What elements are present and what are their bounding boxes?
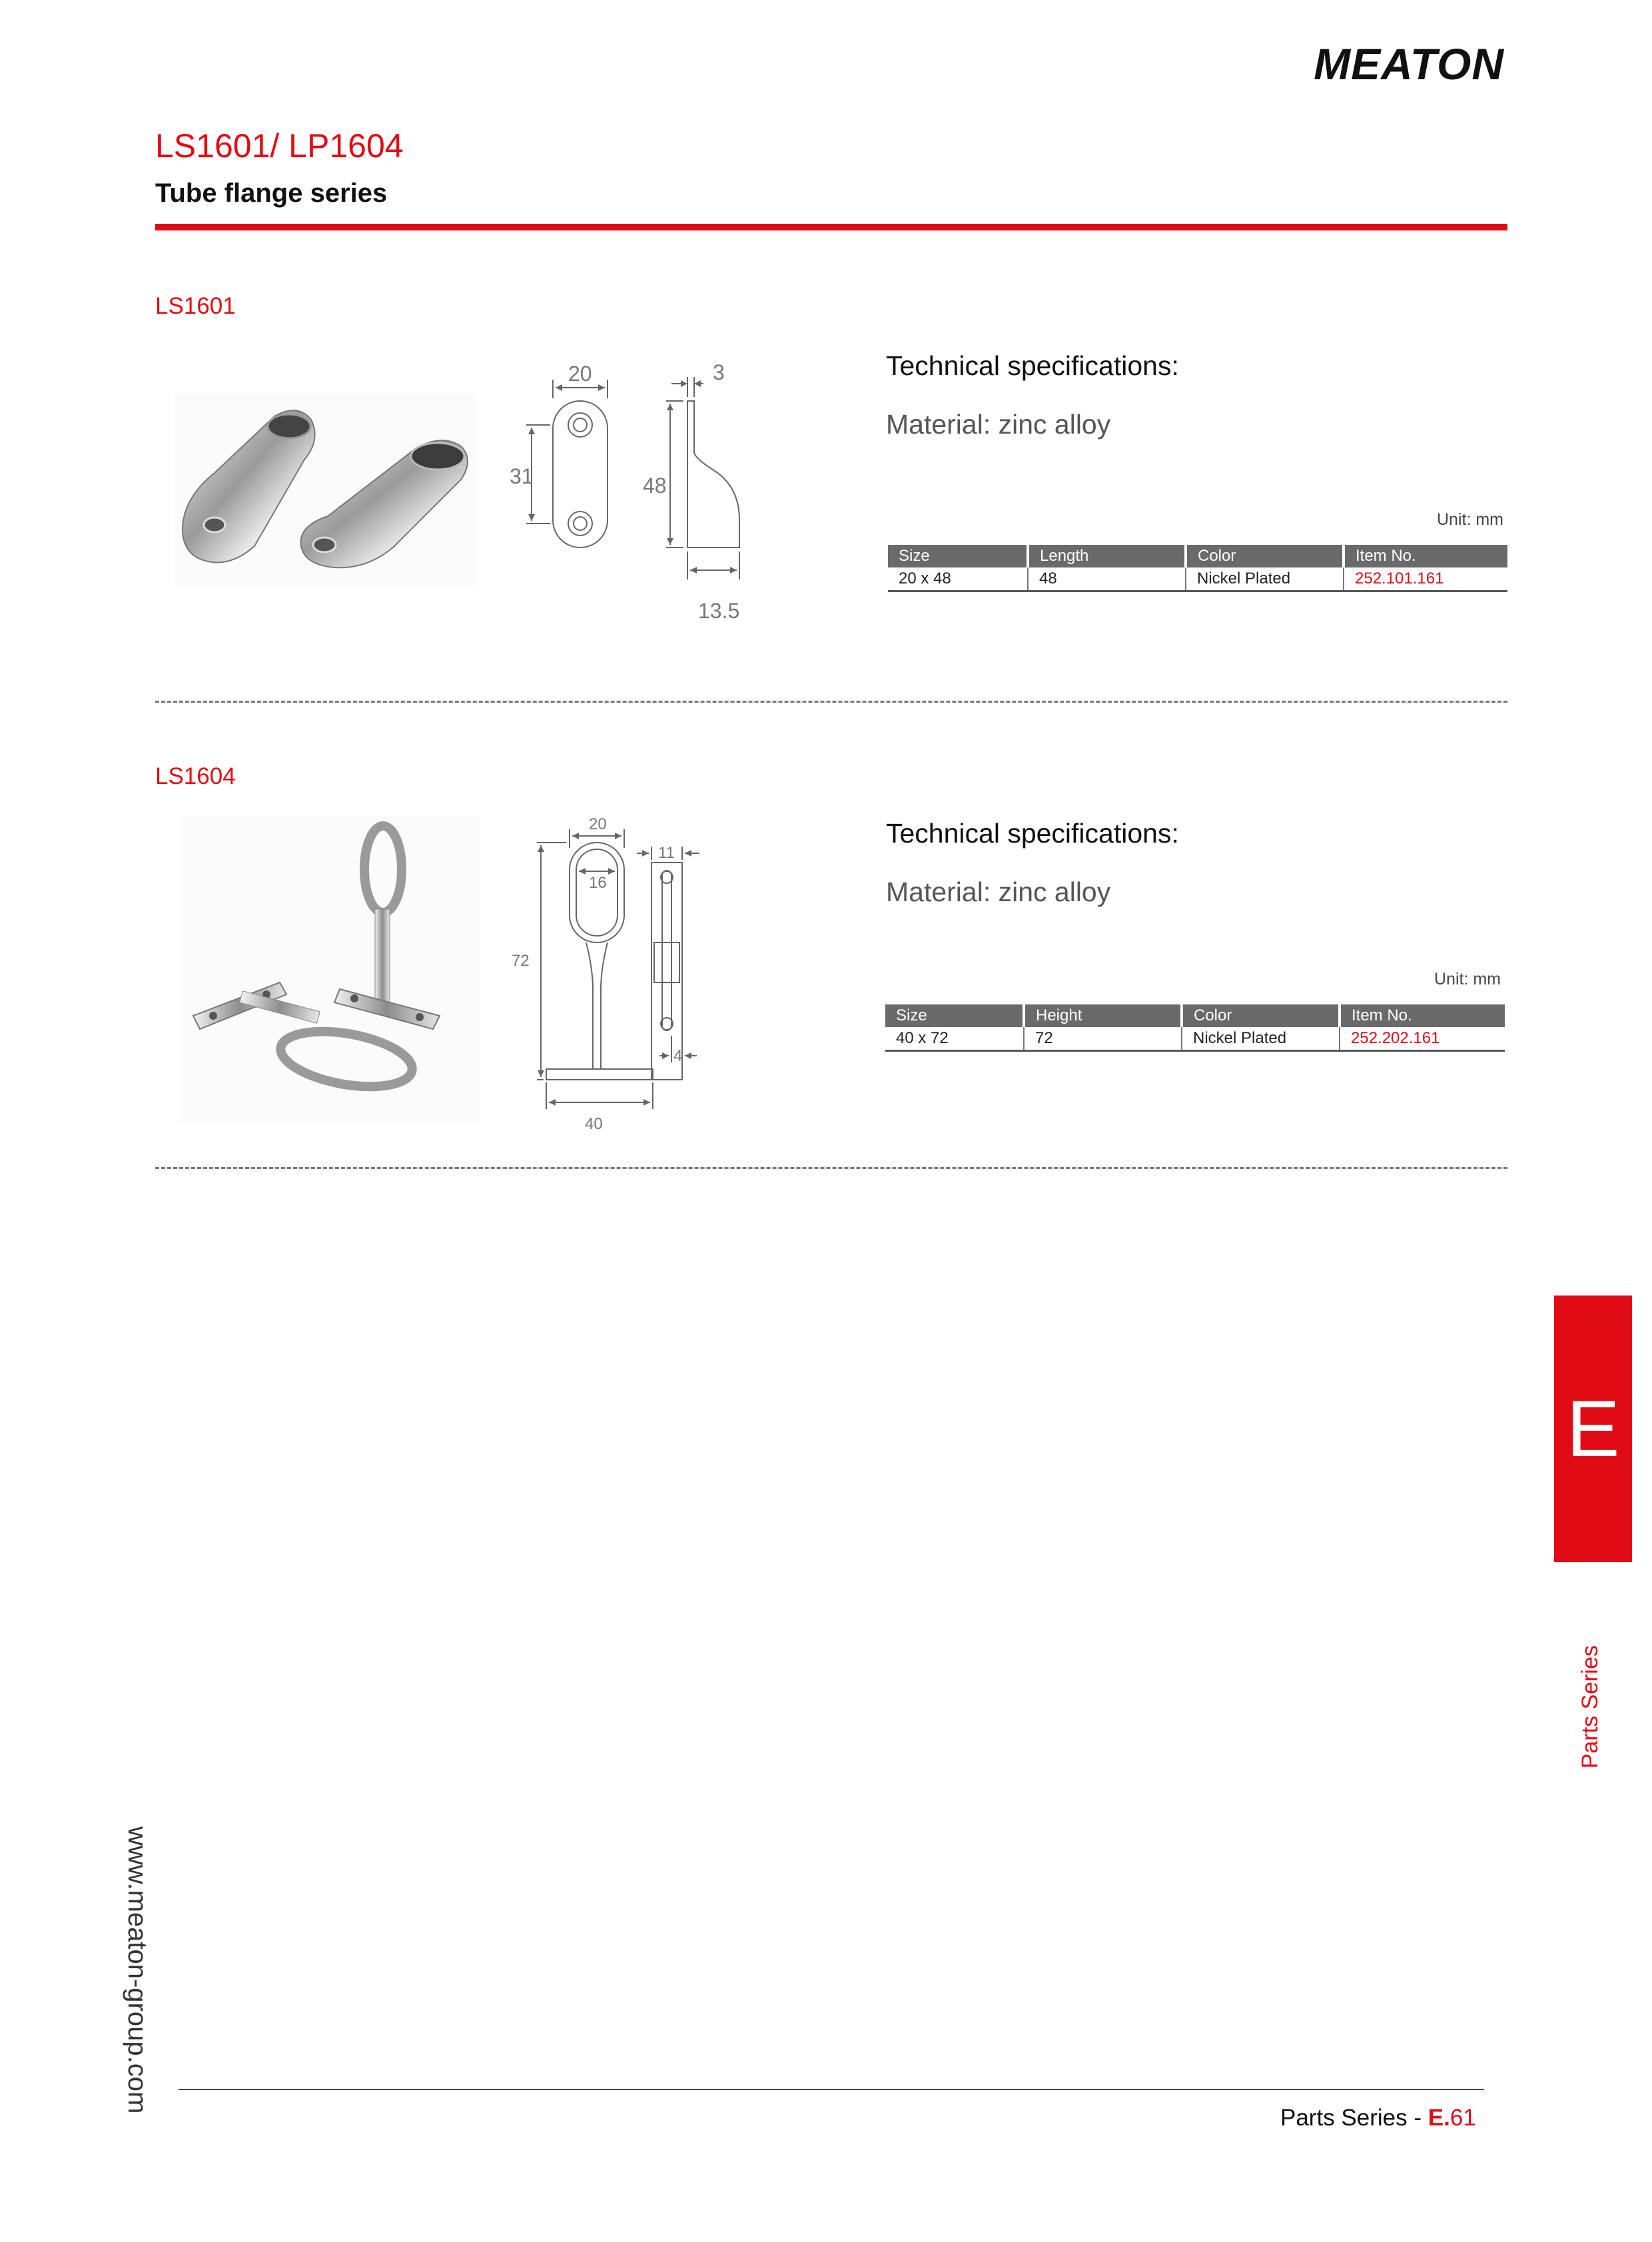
spec-heading-ls1604: Technical specifications: [886, 818, 1179, 849]
title-divider [155, 224, 1507, 230]
dim-hole-spacing: 31 [510, 464, 534, 488]
material-ls1601: Material: zinc alloy [886, 409, 1111, 440]
dim-width: 20 [568, 362, 592, 386]
column-header-length: Length [1028, 545, 1186, 567]
unit-label-ls1601: Unit: mm [1437, 510, 1503, 529]
dim-inner-width: 16 [589, 874, 607, 892]
dim-side-depth: 11 [658, 844, 675, 862]
table-header-row [888, 545, 1507, 567]
section-tab-label: Parts Series [1577, 1645, 1603, 1769]
dim-depth: 13.5 [698, 599, 740, 623]
product-photo-ls1604-image [180, 816, 480, 1122]
page-title: LS1601/ LP1604 [155, 127, 404, 165]
spec-heading-ls1601: Technical specifications: [886, 350, 1179, 381]
dim-thickness: 3 [713, 360, 725, 384]
technical-drawing-ls1601 [500, 353, 746, 633]
spec-table-ls1601 [888, 545, 1507, 592]
cell-size: 40 x 72 [885, 1027, 1024, 1051]
section-label-ls1604: LS1604 [155, 763, 236, 789]
section-label-ls1601: LS1601 [155, 293, 236, 319]
dim-base-thickness: 4 [673, 1047, 683, 1065]
table-row [885, 1027, 1505, 1051]
page-subtitle: Tube flange series [155, 179, 388, 208]
section-tab: E [1554, 1296, 1632, 1562]
cell-color: Nickel Plated [1182, 1027, 1340, 1051]
cell-item-no: 252.202.161 [1340, 1027, 1505, 1051]
section-divider-2 [155, 1167, 1507, 1169]
column-header-color: Color [1186, 545, 1344, 567]
product-photo-ls1601-image [175, 393, 478, 586]
column-header-color: Color [1182, 1004, 1340, 1027]
column-header-item-no: Item No. [1344, 545, 1507, 567]
brand-logo: MEATON [1314, 39, 1504, 89]
unit-label-ls1604: Unit: mm [1434, 970, 1501, 988]
table-row [888, 567, 1507, 591]
column-header-size: Size [885, 1004, 1024, 1027]
cell-length: 48 [1028, 567, 1186, 591]
cell-size: 20 x 48 [888, 567, 1028, 591]
footer-divider [179, 2089, 1484, 2090]
column-header-size: Size [888, 545, 1028, 567]
cell-height: 72 [1024, 1027, 1182, 1051]
column-header-item-no: Item No. [1340, 1004, 1505, 1027]
cell-item-no: 252.101.161 [1344, 567, 1507, 591]
page-footer [1280, 2105, 1476, 2131]
spec-table-ls1604 [885, 1004, 1505, 1052]
product-photo-ls1601 [175, 393, 478, 586]
dim-outer-width: 20 [589, 816, 607, 833]
dim-base-length: 40 [585, 1115, 603, 1133]
website-url: www.meaton-group.com [123, 1826, 152, 2114]
dim-length: 48 [643, 474, 667, 498]
cell-color: Nickel Plated [1186, 567, 1344, 591]
footer-section: E. [1428, 2105, 1450, 2131]
page-number: 61 [1449, 2105, 1476, 2131]
column-header-height: Height [1024, 1004, 1182, 1027]
material-ls1604: Material: zinc alloy [886, 877, 1111, 907]
technical-drawing-ls1604 [500, 816, 753, 1136]
table-header-row [885, 1004, 1505, 1027]
section-divider-1 [155, 701, 1507, 703]
footer-prefix: Parts Series - [1280, 2105, 1428, 2131]
dim-height: 72 [512, 952, 530, 970]
product-photo-ls1604 [180, 816, 480, 1122]
